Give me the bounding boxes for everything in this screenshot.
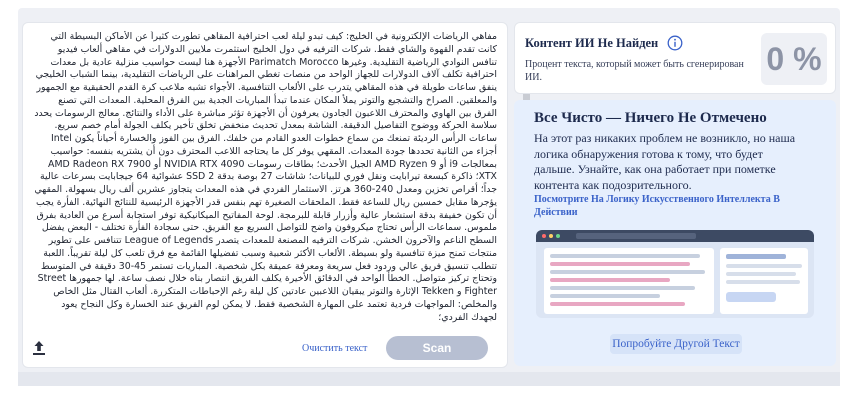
scan-button[interactable]: Scan [386, 336, 488, 360]
detection-preview-image [536, 230, 814, 318]
ai-result-card [514, 22, 836, 94]
result-description: Процент текста, который может быть сгенерирован ИИ. [525, 59, 744, 83]
result-title: Контент ИИ Не Найден [525, 36, 659, 50]
all-clear-description: На этот раз никаких проблем не возникло, но наша логика обнаружения готова к тому, что будет дальше. Узнайте, как она работает при пометке контента как подозрительного. [534, 131, 796, 192]
all-clear-panel [514, 100, 836, 366]
text-editor-panel [22, 22, 508, 368]
upload-icon[interactable] [32, 340, 46, 356]
footer-band [18, 372, 840, 386]
try-another-text-button[interactable]: Попробуйте Другой Текст [610, 334, 742, 354]
info-icon[interactable] [667, 35, 683, 51]
all-clear-title: Все Чисто — Ничего Не Отмечено [534, 110, 767, 126]
ai-percentage: 0 % [761, 33, 827, 85]
text-input-area[interactable]: مفاهي الرياضات الإلكترونية في الخليج: كيف تبدو ليلة لعب احترافية المقاهي تطورت كثيراً عن الأماكن البسيطة التي كانت تقدم القهوة والشاي فقط. شركات الترفيه في دول الخليج استثمرت ملايين الدولارات في مقاهي ألعاب فيديو تنافس النوادي الرياضية التقليدية. وغيرها Parimatch Morocco الأجهزة هنا ليست حواسيب منزلية عادية بل معدات احترافية تكلف آلاف الدولارات للجهاز الواحد من منصات تغطي المراهنات على الرياضات التقليدية، بينما الشباب الخليجي ينفق ساعات طويلة في هذه المقاهي يتدرب على الألعاب التنافسية. الأجواء تشبه ملاعب كرة القدم الحقيقية مع الجمهور والمعلقين. الصراخ والتشجيع والتوتر يملأ المكان عندما تبدأ المباريات الجدية بين الفرق المحلية. المعدات التي تصنع الفرق بين الهاوي والمحترف اللاعبون الجادون يعرفون أن الأجهزة تؤثر مباشرة على الأداء والنتائج. معالج الرسومات يحدد سلاسة الحركة ووضوح التفاصيل الدقيقة. الشاشة بمعدل تحديث منخفض تخلق تأخير يكلف الجولة أمام خصم سريع. ساعات الرأس الرديئة تمنعك من سماع خطوات العدو القادم من خلفك. الفرق بين الفوز والخسارة أحياناً يكون Intel أجزاء من الثانية تحددها جودة المعدات. المقهي يوفر كل ما يحتاجه اللاعب المحترف دون أن يشتريه بنفسه: حواسيب بمعالجات i9 أو AMD Ryzen 9 الجيل الأحدث؛ بطاقات رسومات NVIDIA RTX 4090 أو AMD Radeon RX 7900 XTX؛ ذاكرة كبسعة تيرابايت ونقل فوري للبيانات؛ شاشات 27 بوصة بدقة 2 SSD عشوائية 64 جيجابايت بسرعات عالية جداً؛ أقراص تخزين ومعدل 240-360 هرتز. الاستثمار الفردي في هذه المعدات يتجاوز عشرين ألف ريال بسهولة. المقهي يؤجرها مقابل خمسين ريال للساعة فقط. الملحقات الصغيرة تهم بنفس قدر الأجهزة الرئيسية للنتائج النهائية. الفأرة يجب أن تكون خفيفة بدقة استشعار عالية وأزرار قابلة للبرمجة. لوحة المفاتيح الميكانيكية توفر استجابة أسرع من العادية بفرق ملموس. سماعات الرأس تحتاج ميكروفون واضح للتواصل السريع مع الفريق. حتى سجادة الفأرة تختلف - البعض يفضل السطح الناعم والآخرون الخشن. شركات الترفيه المصنعة للمعدات يتصدر League of Legends تتنافس على تطوير منتجات تمنح ميزة تنافسية ولو بسيطة. الألعاب الأكثر شعبية وسبب تفضيلها القائمة مع فرق تلعب كل ليلة تقريباً. اللعبة تتطلب تنسيق فريق عالي وردود فعل سريعة ومعرفة عميقة بكل شخصية. المباريات تستمر 45-30 دقيقة في المتوسط وتحتاج تركيز متواصل. الخطأ الواحد في الدقائق الأخيرة يكلف الفريق انتصار بناه خلال نصف ساعة. لها جمهورها Street Fighter و Tekken الإثارة والتوتر يبقيان اللاعبين عادتين كل ليلة رغم الإحباطات المتكررة. ألعاب القتال مثل الخاص والمخلص: المواجهات فردية تعتمد على المهارة الشخصية فقط. لا يمكن لوم الفريق عند الخسارة وكل النجاح يعود لجهدك الفردي؛ [34, 31, 497, 323]
ai-logic-link[interactable]: Посмотрите На Логику Искусственного Интеллекта В Действии [534, 194, 780, 218]
clear-text-button[interactable]: Очистить текст [302, 343, 368, 354]
